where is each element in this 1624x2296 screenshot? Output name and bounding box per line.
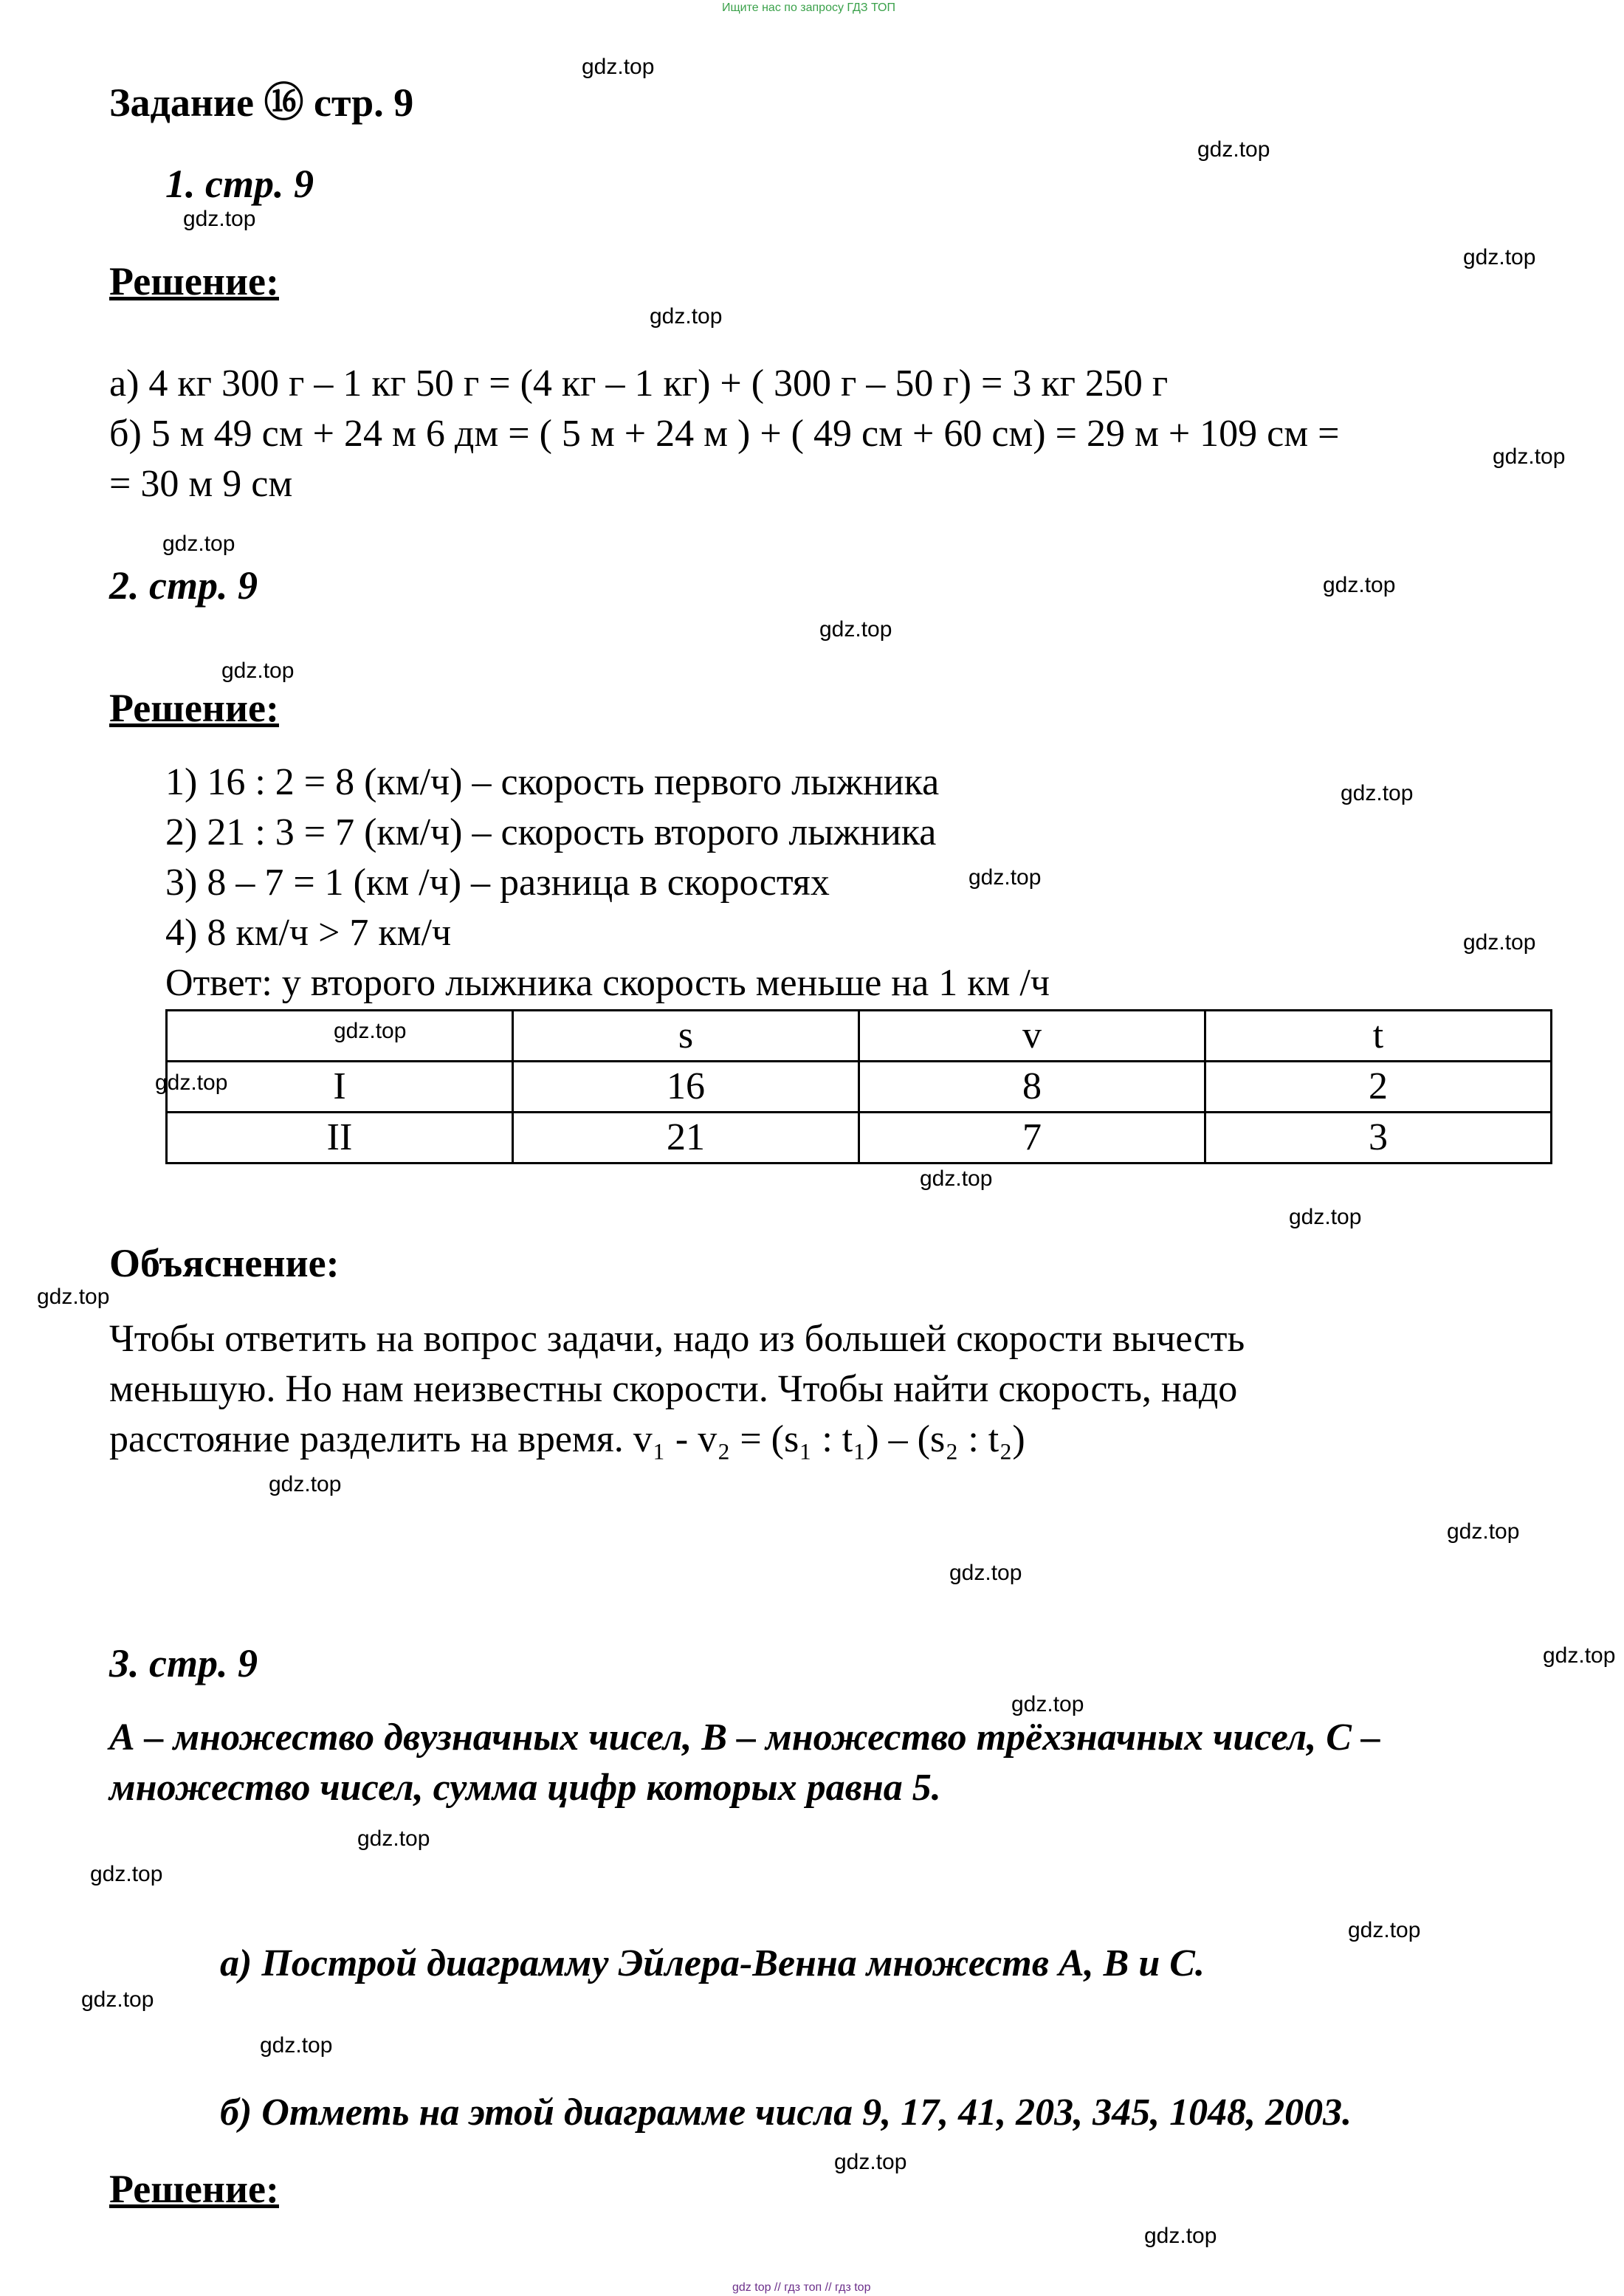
section1-title: 1. стр. 9 (165, 162, 314, 206)
explanation-line-2: меньшую. Но нам неизвестны скорости. Чтобы найти скорость, надо (109, 1368, 1238, 1410)
table-cell: 21 (513, 1113, 859, 1164)
table-cell: t (1205, 1011, 1552, 1062)
watermark: gdz.top (949, 1561, 1022, 1585)
table-cell: 2 (1205, 1062, 1552, 1113)
watermark: gdz.top (81, 1987, 154, 2012)
footer-links[interactable]: gdz top // гдз топ // гдз top (732, 2281, 871, 2294)
watermark: gdz.top (1543, 1643, 1616, 1668)
table-cell: II (167, 1113, 513, 1164)
watermark: gdz.top (582, 55, 655, 79)
watermark: gdz.top (1463, 245, 1536, 269)
step-4: 4) 8 км/ч > 7 км/ч (165, 912, 452, 954)
table-cell: v (859, 1011, 1205, 1062)
section2-solution-label: Решение: (109, 686, 279, 730)
watermark: gdz.top (1323, 573, 1396, 597)
table-cell: 16 (513, 1062, 859, 1113)
watermark: gdz.top (90, 1862, 163, 1886)
watermark: gdz.top (37, 1285, 110, 1309)
table-cell: 3 (1205, 1113, 1552, 1164)
watermark: gdz.top (183, 207, 256, 231)
table-cell: 8 (859, 1062, 1205, 1113)
explanation-line-3: расстояние разделить на время. v₁ - v₂ = (s₁ : t₁) – (s₂ : t₂) (109, 1418, 1025, 1460)
watermark: gdz.top (260, 2033, 333, 2058)
watermark: gdz.top (968, 865, 1042, 890)
section3-solution-label: Решение: (109, 2167, 279, 2211)
section1-line-a: а) 4 кг 300 г – 1 кг 50 г = (4 кг – 1 кг) + ( 300 г – 50 г) = 3 кг 250 г (109, 362, 1169, 405)
explanation-label: Объяснение: (109, 1241, 340, 1285)
task-b: б) Отметь на этой диаграмме числа 9, 17, 41, 203, 345, 1048, 2003. (220, 2092, 1352, 2134)
watermark: gdz.top (1289, 1205, 1362, 1229)
watermark: gdz.top (334, 1019, 407, 1043)
step-1: 1) 16 : 2 = 8 (км/ч) – скорость первого лыжника (165, 761, 940, 803)
watermark: gdz.top (269, 1472, 342, 1496)
section3-statement-line-2: множество чисел, сумма цифр которых равна 5. (109, 1767, 941, 1809)
watermark: gdz.top (357, 1826, 430, 1851)
top-banner[interactable]: Ищите нас по запросу ГДЗ ТОП (722, 1, 895, 14)
watermark: gdz.top (1447, 1519, 1520, 1544)
section1-solution-label: Решение: (109, 259, 279, 303)
section2-title: 2. стр. 9 (109, 563, 258, 608)
watermark: gdz.top (920, 1166, 993, 1191)
task-a: а) Построй диаграмму Эйлера-Венна множеств А, В и С. (220, 1942, 1205, 1984)
step-2: 2) 21 : 3 = 7 (км/ч) – скорость второго лыжника (165, 811, 937, 853)
table-cell: 7 (859, 1113, 1205, 1164)
watermark: gdz.top (162, 532, 235, 556)
watermark: gdz.top (834, 2150, 907, 2174)
answer: Ответ: у второго лыжника скорость меньше на 1 км /ч (165, 962, 1050, 1004)
watermark: gdz.top (1463, 930, 1536, 955)
watermark: gdz.top (1197, 137, 1270, 162)
explanation-line-1: Чтобы ответить на вопрос задачи, надо из большей скорости вычесть (109, 1318, 1245, 1360)
section3-title: 3. стр. 9 (109, 1641, 258, 1685)
table-row (167, 1113, 1552, 1164)
watermark: gdz.top (1348, 1918, 1421, 1942)
watermark: gdz.top (819, 617, 892, 642)
table-cell: s (513, 1011, 859, 1062)
table-cell: I (167, 1062, 513, 1113)
section1-line-b: б) 5 м 49 см + 24 м 6 дм = ( 5 м + 24 м ) + ( 49 см + 60 см) = 29 м + 109 см = (109, 413, 1340, 455)
section1-line-c: = 30 м 9 см (109, 463, 293, 505)
step-3: 3) 8 – 7 = 1 (км /ч) – разница в скоростях (165, 862, 830, 904)
watermark: gdz.top (221, 659, 295, 683)
watermark: gdz.top (650, 304, 723, 329)
watermark: gdz.top (1144, 2224, 1217, 2248)
watermark: gdz.top (155, 1070, 228, 1095)
watermark: gdz.top (1011, 1692, 1084, 1716)
page-heading: Задание ⑯ стр. 9 (109, 80, 414, 125)
table-row (167, 1062, 1552, 1113)
section3-statement-line-1: А – множество двузначных чисел, В – множество трёхзначных чисел, С – (109, 1716, 1380, 1759)
watermark: gdz.top (1341, 781, 1414, 805)
watermark: gdz.top (1493, 444, 1566, 469)
